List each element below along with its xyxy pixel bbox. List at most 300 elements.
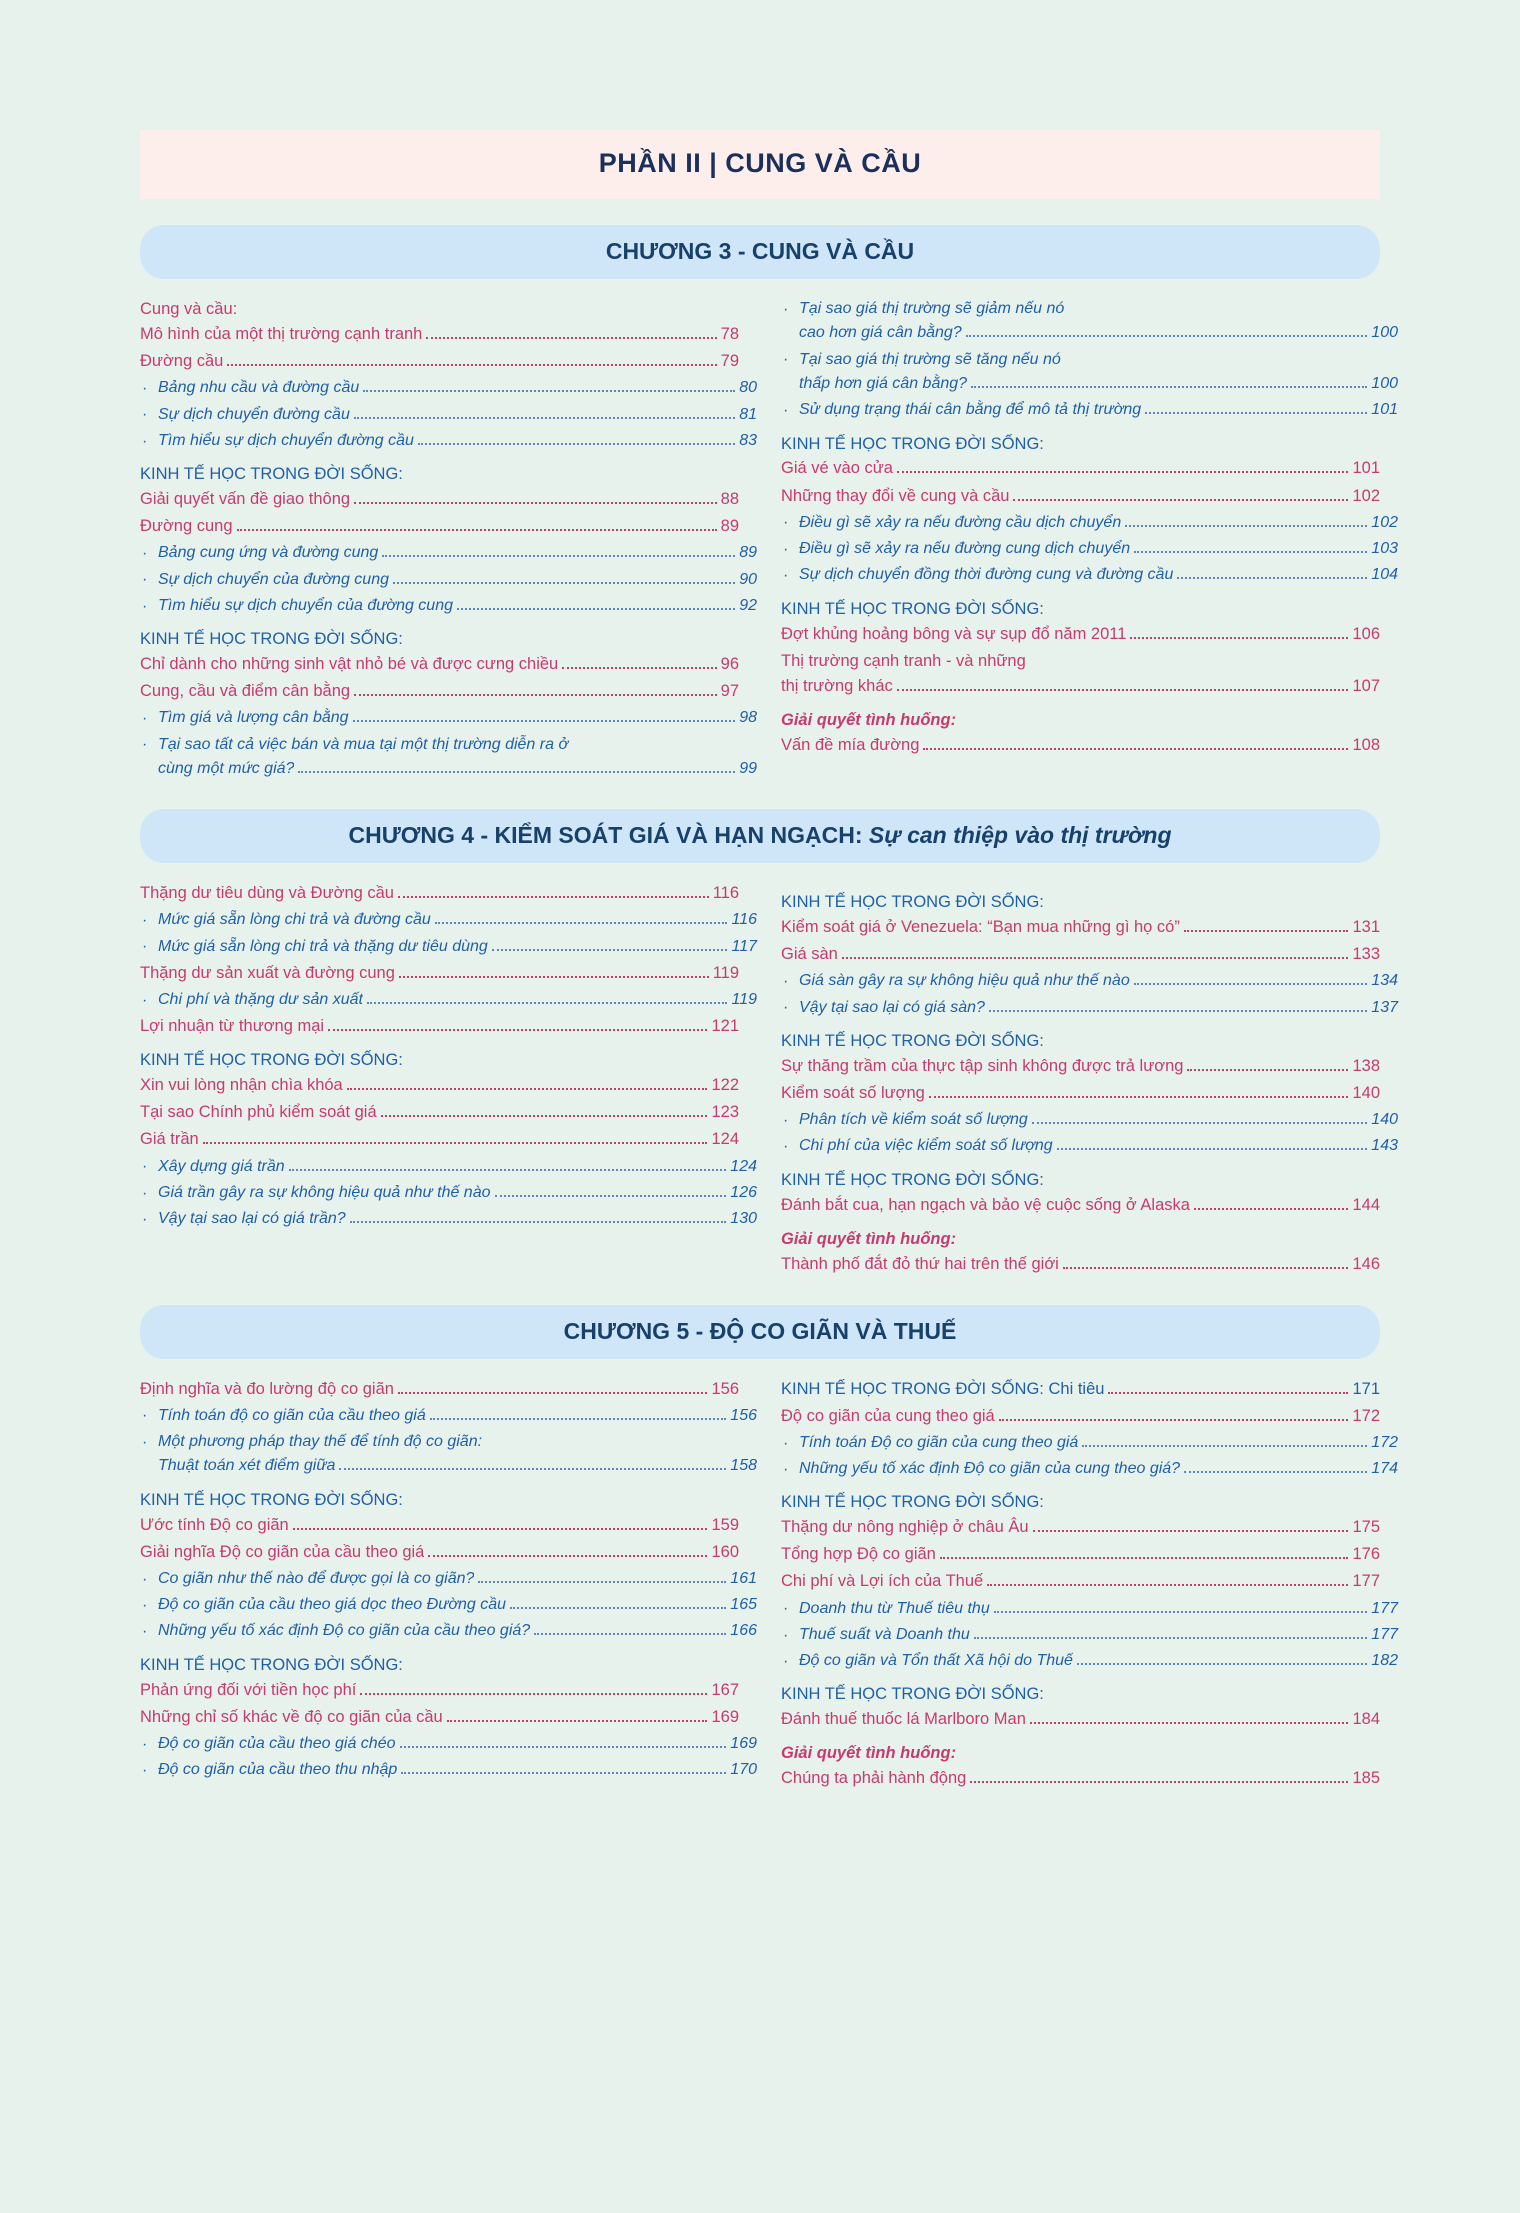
toc-page-number: 137 xyxy=(1371,998,1398,1016)
toc-column-left xyxy=(140,881,757,1278)
toc-entry[interactable] xyxy=(140,541,757,565)
section-kicker: KINH TẾ HỌC TRONG ĐỜI SỐNG: xyxy=(140,1490,403,1509)
toc-entry[interactable] xyxy=(140,594,757,618)
toc-page-number: 172 xyxy=(1352,1406,1380,1425)
toc-entry-group xyxy=(140,1758,757,1782)
chapter-columns xyxy=(140,1377,1398,1794)
toc-entry-group xyxy=(781,1108,1398,1132)
toc-leader-dots xyxy=(350,1220,727,1223)
toc-leader-dots xyxy=(398,1391,708,1394)
toc-entry[interactable] xyxy=(781,1515,1380,1540)
part-title: PHẦN II | CUNG VÀ CẦU xyxy=(598,148,922,178)
toc-entry-label: Sự dịch chuyển đường cầu xyxy=(158,405,350,423)
toc-entry[interactable] xyxy=(140,1454,757,1478)
toc-page-number: 80 xyxy=(739,379,757,397)
toc-page-number: 146 xyxy=(1352,1254,1380,1273)
toc-entry-label: thị trường khác xyxy=(781,676,893,695)
toc-page-number: 99 xyxy=(739,759,757,777)
toc-entry[interactable] xyxy=(781,1542,1380,1567)
bullet-icon: · xyxy=(783,1652,789,1670)
toc-page-number: 170 xyxy=(730,1761,757,1779)
toc-entry[interactable] xyxy=(781,1569,1380,1594)
toc-entry-label: Độ co giãn và Tổn thất Xã hội do Thuế xyxy=(799,1652,1073,1670)
toc-entry[interactable] xyxy=(781,1623,1398,1647)
toc-entry[interactable] xyxy=(781,915,1380,940)
toc-entry[interactable] xyxy=(781,511,1398,535)
toc-leader-dots xyxy=(203,1141,708,1144)
section-kicker: KINH TẾ HỌC TRONG ĐỜI SỐNG: xyxy=(781,1031,1044,1050)
toc-leader-dots xyxy=(1013,498,1348,501)
toc-entry-group xyxy=(140,988,757,1012)
toc-entry[interactable] xyxy=(781,1377,1380,1402)
toc-entry[interactable] xyxy=(140,487,739,512)
toc-entry[interactable] xyxy=(140,908,757,932)
toc-page-number: 177 xyxy=(1352,1572,1380,1591)
toc-entry[interactable] xyxy=(140,1567,757,1591)
toc-leader-dots xyxy=(1077,1662,1367,1665)
toc-page-number: 177 xyxy=(1371,1625,1398,1643)
toc-entry[interactable] xyxy=(140,988,757,1012)
toc-entry-label: Kiểm soát số lượng xyxy=(781,1083,925,1102)
toc-entry[interactable] xyxy=(140,1404,757,1428)
toc-entry-group xyxy=(140,1619,757,1643)
bullet-icon: · xyxy=(783,973,789,991)
toc-entry[interactable] xyxy=(781,1252,1380,1277)
toc-page-number: 119 xyxy=(712,963,739,982)
toc-entry[interactable] xyxy=(140,1100,739,1125)
toc-leader-dots xyxy=(999,1418,1349,1421)
bullet-icon: · xyxy=(142,1210,148,1228)
toc-page-number: 92 xyxy=(739,596,757,614)
section-kicker: KINH TẾ HỌC TRONG ĐỜI SỐNG: xyxy=(781,434,1044,453)
toc-entry[interactable] xyxy=(140,514,739,539)
toc-entry-group xyxy=(140,1127,739,1152)
toc-entry[interactable] xyxy=(140,403,757,427)
toc-entry-label: Điều gì sẽ xảy ra nếu đường cầu dịch chuyển xyxy=(799,513,1122,531)
toc-leader-dots xyxy=(381,1114,708,1117)
toc-entry-label: Giải quyết vấn đề giao thông xyxy=(140,490,351,509)
toc-column-left xyxy=(140,297,757,783)
toc-entry[interactable] xyxy=(140,1014,739,1039)
toc-entry-group xyxy=(781,1649,1398,1673)
toc-entry[interactable] xyxy=(140,1127,739,1152)
toc-leader-dots xyxy=(227,363,716,366)
toc-page-number: 90 xyxy=(739,570,757,588)
toc-heading-line: Cung và cầu: xyxy=(140,300,238,318)
toc-entry-group xyxy=(781,733,1380,758)
toc-entry-group xyxy=(781,1404,1380,1429)
toc-entry-group xyxy=(781,1134,1398,1158)
toc-entry-label: Chi phí của việc kiểm soát số lượng xyxy=(799,1137,1053,1155)
toc-page-number: 171 xyxy=(1352,1379,1380,1398)
toc-column-right xyxy=(781,881,1398,1278)
toc-entry[interactable] xyxy=(140,757,757,781)
toc-entry[interactable] xyxy=(140,429,757,453)
bullet-icon: · xyxy=(142,1570,148,1588)
toc-page-number: 165 xyxy=(730,1596,757,1614)
toc-entry-group xyxy=(140,594,757,618)
solve-case-kicker: Giải quyết tình huống: xyxy=(781,710,957,729)
toc-entry[interactable] xyxy=(781,1649,1398,1673)
toc-entry-label: Đường cung xyxy=(140,517,233,536)
bullet-icon: · xyxy=(783,1111,789,1129)
toc-page-number: 117 xyxy=(731,937,757,955)
toc-page-number: 89 xyxy=(739,544,757,562)
toc-leader-dots xyxy=(426,336,716,339)
toc-entry[interactable] xyxy=(140,1732,757,1756)
toc-entry-label: Cung, cầu và điểm cân bằng xyxy=(140,682,351,701)
toc-entry[interactable] xyxy=(781,1457,1398,1481)
bullet-icon: · xyxy=(783,1626,789,1644)
section-kicker: KINH TẾ HỌC TRONG ĐỜI SỐNG: xyxy=(140,1655,403,1674)
bullet-icon: · xyxy=(142,991,148,1009)
toc-entry-group xyxy=(140,1513,739,1538)
toc-entry-group xyxy=(781,1431,1398,1455)
toc-entry-label: Những thay đổi về cung và cầu xyxy=(781,486,1010,505)
toc-entry-label: Tìm hiểu sự dịch chuyển của đường cung xyxy=(158,596,453,614)
toc-entry-group xyxy=(140,652,739,677)
toc-entry-label: Đánh bắt cua, hạn ngạch và bảo vệ cuộc sống ở Alaska xyxy=(781,1195,1190,1214)
toc-entry-label: Giá trần xyxy=(140,1130,199,1149)
toc-page-number: 100 xyxy=(1371,324,1398,342)
toc-entry-line1: · Tại sao giá thị trường sẽ tăng nếu nó xyxy=(781,348,1380,372)
toc-entry-label: Thặng dư nông nghiệp ở châu Âu xyxy=(781,1518,1029,1537)
toc-entry-label: Giá sàn xyxy=(781,945,838,964)
toc-page-number: 101 xyxy=(1352,459,1380,478)
toc-entry-group xyxy=(781,1193,1380,1218)
toc-leader-dots xyxy=(428,1554,707,1557)
toc-page-number: 160 xyxy=(711,1542,739,1561)
toc-page-number: 124 xyxy=(711,1130,739,1149)
toc-entry-group xyxy=(140,1404,757,1428)
bullet-icon: · xyxy=(142,380,148,398)
toc-entry-group xyxy=(140,487,739,512)
toc-entry-label: Đường cầu xyxy=(140,352,224,371)
toc-entry-label: Độ co giãn của cầu theo giá chéo xyxy=(158,1734,396,1752)
chapter-columns xyxy=(140,297,1398,783)
toc-page-number: 83 xyxy=(739,431,757,449)
toc-leader-dots xyxy=(457,607,735,610)
toc-leader-dots xyxy=(399,975,709,978)
toc-leader-dots xyxy=(971,385,1367,388)
toc-column-left xyxy=(140,1377,757,1794)
bullet-icon: · xyxy=(783,351,789,369)
toc-entry-label: Tại sao Chính phủ kiểm soát giá xyxy=(140,1103,377,1122)
toc-page-number: 140 xyxy=(1371,1110,1398,1128)
toc-entry[interactable] xyxy=(140,349,739,374)
toc-entry-label: Giải nghĩa Độ co giãn của cầu theo giá xyxy=(140,1542,425,1561)
toc-page-number: 130 xyxy=(730,1210,757,1228)
toc-leader-dots xyxy=(478,1580,726,1583)
toc-entry[interactable] xyxy=(140,706,757,730)
toc-entry-label: Sự thăng trầm của thực tập sinh không được trả lương xyxy=(781,1056,1184,1075)
bullet-icon: · xyxy=(783,567,789,585)
toc-entry-group xyxy=(140,1705,739,1730)
toc-entry-group xyxy=(781,563,1398,587)
bullet-icon: · xyxy=(142,432,148,450)
toc-entry[interactable] xyxy=(781,321,1398,345)
toc-entry-label: Mức giá sẵn lòng chi trả và đường cầu xyxy=(158,911,431,929)
toc-leader-dots xyxy=(940,1556,1349,1559)
bullet-icon: · xyxy=(783,514,789,532)
toc-entry-label: Đánh thuế thuốc lá Marlboro Man xyxy=(781,1710,1026,1729)
bullet-icon: · xyxy=(142,912,148,930)
toc-page-number: 116 xyxy=(731,911,757,929)
toc-page-number: 158 xyxy=(730,1457,757,1475)
toc-entry-group xyxy=(781,1542,1380,1567)
section-kicker: KINH TẾ HỌC TRONG ĐỜI SỐNG: xyxy=(140,630,403,649)
toc-page-number: 98 xyxy=(739,709,757,727)
toc-entry[interactable] xyxy=(781,1597,1398,1621)
bullet-icon: · xyxy=(142,1761,148,1779)
toc-entry-label: Sự dịch chuyển đồng thời đường cung và đường cầu xyxy=(799,566,1174,584)
toc-entry-group xyxy=(140,733,757,782)
toc-leader-dots xyxy=(929,1095,1349,1098)
toc-leader-dots xyxy=(354,693,717,696)
toc-leader-dots xyxy=(510,1606,726,1609)
toc-entry-label: Những chỉ số khác về độ co giãn của cầu xyxy=(140,1707,443,1726)
toc-entry[interactable] xyxy=(781,969,1398,993)
toc-entry-line1: · Tại sao tất cả việc bán và mua tại một thị trường diễn ra ở xyxy=(140,733,739,757)
toc-leader-dots xyxy=(418,442,735,445)
toc-entry-group xyxy=(781,348,1398,397)
toc-entry-group xyxy=(140,1377,739,1402)
toc-page-number: 169 xyxy=(730,1734,757,1752)
toc-entry-label: Sự dịch chuyển của đường cung xyxy=(158,570,389,588)
toc-entry[interactable] xyxy=(781,398,1398,422)
toc-entry[interactable] xyxy=(781,1134,1398,1158)
toc-entry[interactable] xyxy=(781,537,1398,561)
toc-entry-group xyxy=(140,403,757,427)
toc-entry[interactable] xyxy=(781,484,1380,509)
toc-page-number: 88 xyxy=(720,490,739,509)
toc-entry-group xyxy=(140,322,739,347)
toc-entry-group xyxy=(140,1567,757,1591)
toc-entry[interactable] xyxy=(140,652,739,677)
toc-entry[interactable] xyxy=(781,733,1380,758)
toc-entry-label: Phản ứng đối với tiền học phí xyxy=(140,1680,357,1699)
toc-entry-label: Giá trần gây ra sự không hiệu quả như thế nào xyxy=(158,1183,491,1201)
toc-entry-label: Tổng hợp Độ co giãn xyxy=(781,1545,936,1564)
toc-leader-dots xyxy=(401,1771,726,1774)
section-kicker: KINH TẾ HỌC TRONG ĐỜI SỐNG: xyxy=(781,1170,1044,1189)
toc-page-number: 79 xyxy=(720,352,739,371)
toc-entry-group xyxy=(781,1597,1398,1621)
toc-entry-group xyxy=(140,568,757,592)
toc-entry-group xyxy=(781,1457,1398,1481)
toc-entry-line1: · Tại sao giá thị trường sẽ giảm nếu nó xyxy=(781,297,1380,321)
toc-entry-label: Thuế suất và Doanh thu xyxy=(799,1625,970,1643)
toc-entry[interactable] xyxy=(781,1193,1380,1218)
toc-page-number: 169 xyxy=(711,1707,739,1726)
toc-page-number: 104 xyxy=(1371,566,1398,584)
bullet-icon: · xyxy=(142,1623,148,1641)
toc-leader-dots xyxy=(966,334,1368,337)
toc-entry-group xyxy=(140,935,757,959)
toc-entry-group xyxy=(781,1081,1380,1106)
toc-leader-dots xyxy=(400,1745,727,1748)
chapter-title: CHƯƠNG 5 - ĐỘ CO GIÃN VÀ THUẾ xyxy=(563,1317,957,1344)
toc-leader-dots xyxy=(367,1001,728,1004)
toc-entry[interactable] xyxy=(140,1593,757,1617)
toc-page-number: 133 xyxy=(1352,945,1380,964)
toc-entry-group xyxy=(781,297,1398,346)
toc-page-number: 116 xyxy=(712,884,739,903)
toc-entry[interactable] xyxy=(140,322,739,347)
toc-entry-label: Bảng nhu cầu và đường cầu xyxy=(158,379,360,397)
toc-entry[interactable] xyxy=(140,376,757,400)
toc-leader-dots xyxy=(435,921,728,924)
toc-page-number: 122 xyxy=(711,1076,739,1095)
toc-leader-dots xyxy=(1134,982,1368,985)
toc-entry-label: Tính toán độ co giãn của cầu theo giá xyxy=(158,1406,426,1424)
bullet-icon: · xyxy=(142,545,148,563)
chapters-container xyxy=(140,225,1398,1793)
toc-page-number: 182 xyxy=(1371,1652,1398,1670)
toc-entry[interactable] xyxy=(140,1678,739,1703)
toc-page-number: 172 xyxy=(1371,1433,1398,1451)
toc-entry[interactable] xyxy=(781,674,1380,699)
toc-entry[interactable] xyxy=(140,1181,757,1205)
toc-entry[interactable] xyxy=(140,679,739,704)
toc-entry[interactable] xyxy=(781,1766,1380,1791)
toc-entry[interactable] xyxy=(140,881,739,906)
toc-entry-group xyxy=(781,1515,1380,1540)
toc-leader-dots xyxy=(923,747,1348,750)
toc-entry[interactable] xyxy=(781,1431,1398,1455)
toc-entry[interactable] xyxy=(140,1540,739,1565)
toc-entry[interactable] xyxy=(140,1073,739,1098)
toc-entry[interactable] xyxy=(140,568,757,592)
chapter-columns xyxy=(140,881,1398,1278)
toc-leader-dots xyxy=(534,1632,726,1635)
chapter-banner-3 xyxy=(140,225,1380,279)
bullet-icon: · xyxy=(783,540,789,558)
toc-page-number: 102 xyxy=(1371,513,1398,531)
toc-entry-label: Doanh thu từ Thuế tiêu thụ xyxy=(799,1599,990,1617)
toc-page-number: 140 xyxy=(1352,1083,1380,1102)
toc-entry[interactable] xyxy=(140,935,757,959)
toc-entry-group xyxy=(781,511,1398,535)
toc-entry-group xyxy=(140,961,739,986)
bullet-icon: · xyxy=(142,1596,148,1614)
bullet-icon: · xyxy=(142,1158,148,1176)
toc-leader-dots xyxy=(842,956,1349,959)
toc-entry[interactable] xyxy=(140,1758,757,1782)
toc-page-number: 103 xyxy=(1371,539,1398,557)
toc-leader-dots xyxy=(897,688,1349,691)
toc-entry[interactable] xyxy=(781,1108,1398,1132)
toc-entry-label: KINH TẾ HỌC TRONG ĐỜI SỐNG: Chi tiêu xyxy=(781,1379,1105,1398)
toc-leader-dots xyxy=(354,416,735,419)
toc-page-number: 96 xyxy=(720,655,739,674)
toc-entry-label: Giá vé vào cửa xyxy=(781,459,893,478)
bullet-icon: · xyxy=(142,1433,148,1451)
toc-leader-dots xyxy=(994,1610,1368,1613)
toc-page-number: 176 xyxy=(1352,1545,1380,1564)
toc-entry-group xyxy=(781,1707,1380,1732)
toc-entry-label: thấp hơn giá cân bằng? xyxy=(799,374,968,392)
toc-entry-label: Chúng ta phải hành động xyxy=(781,1769,967,1788)
toc-entry[interactable] xyxy=(140,1207,757,1231)
toc-leader-dots xyxy=(1130,636,1348,639)
toc-page-number: 121 xyxy=(711,1017,739,1036)
toc-leader-dots xyxy=(289,1168,727,1171)
section-kicker: KINH TẾ HỌC TRONG ĐỜI SỐNG: xyxy=(781,893,1044,912)
toc-entry[interactable] xyxy=(781,942,1380,967)
chapter-banner-5 xyxy=(140,1305,1380,1359)
toc-entry-group xyxy=(140,908,757,932)
toc-entry-label: Định nghĩa và đo lường độ co giãn xyxy=(140,1379,394,1398)
toc-entry[interactable] xyxy=(781,563,1398,587)
toc-entry-label: Mức giá sẵn lòng chi trả và thặng dư tiêu dùng xyxy=(158,937,488,955)
toc-entry[interactable] xyxy=(781,1054,1380,1079)
toc-page-number: 159 xyxy=(711,1515,739,1534)
solve-case-kicker: Giải quyết tình huống: xyxy=(781,1744,957,1763)
toc-entry-group xyxy=(140,1181,757,1205)
toc-entry[interactable] xyxy=(140,1513,739,1538)
toc-page-number: 101 xyxy=(1371,401,1398,419)
toc-entry-group xyxy=(140,1678,739,1703)
toc-leader-dots xyxy=(987,1583,1348,1586)
toc-entry-group xyxy=(140,1073,739,1098)
toc-entry[interactable] xyxy=(140,1155,757,1179)
toc-entry[interactable] xyxy=(781,1081,1380,1106)
toc-entry-label: Chi phí và Lợi ích của Thuế xyxy=(781,1572,984,1591)
section-kicker: KINH TẾ HỌC TRONG ĐỜI SỐNG: xyxy=(781,599,1044,618)
toc-entry[interactable] xyxy=(781,1707,1380,1732)
toc-entry[interactable] xyxy=(140,1619,757,1643)
toc-entry[interactable] xyxy=(140,1705,739,1730)
toc-entry-label: Vấn đề mía đường xyxy=(781,735,920,754)
toc-entry[interactable] xyxy=(140,961,739,986)
toc-page-number: 138 xyxy=(1352,1056,1380,1075)
toc-page-number: 124 xyxy=(730,1157,757,1175)
toc-page-number: 78 xyxy=(720,325,739,344)
toc-entry[interactable] xyxy=(781,996,1398,1020)
toc-entry-label: Tìm hiểu sự dịch chuyển đường cầu xyxy=(158,431,414,449)
toc-entry[interactable] xyxy=(781,622,1380,647)
toc-entry-label: Mô hình của một thị trường cạnh tranh xyxy=(140,325,423,344)
toc-page-number: 97 xyxy=(720,682,739,701)
toc-page-number: 134 xyxy=(1371,972,1398,990)
toc-column-right xyxy=(781,1377,1398,1794)
toc-entry-group xyxy=(140,349,739,374)
toc-page-number: 119 xyxy=(731,990,757,1008)
toc-leader-dots xyxy=(974,1636,1368,1639)
toc-page-number: 167 xyxy=(711,1680,739,1699)
toc-entry-group xyxy=(781,1377,1380,1402)
toc-entry-group xyxy=(140,541,757,565)
toc-page-number: 89 xyxy=(720,517,739,536)
toc-leader-dots xyxy=(1082,1444,1367,1447)
toc-entry-label: Thặng dư sản xuất và đường cung xyxy=(140,963,395,982)
toc-entry-label: Những yếu tố xác định Độ co giãn của cung theo giá? xyxy=(799,1460,1181,1478)
toc-leader-dots xyxy=(298,770,735,773)
toc-entry-label: Những yếu tố xác định Độ co giãn của cầu theo giá? xyxy=(158,1622,531,1640)
section-kicker: KINH TẾ HỌC TRONG ĐỜI SỐNG: xyxy=(140,465,403,484)
toc-entry[interactable] xyxy=(781,372,1398,396)
toc-leader-dots xyxy=(447,1719,708,1722)
toc-page-number: 131 xyxy=(1352,918,1380,937)
toc-entry[interactable] xyxy=(781,456,1380,481)
toc-entry-line1: · Một phương pháp thay thế để tính độ co giãn: xyxy=(140,1430,739,1454)
toc-entry[interactable] xyxy=(140,1377,739,1402)
toc-entry[interactable] xyxy=(781,1404,1380,1429)
chapter-banner-4 xyxy=(140,809,1380,863)
toc-entry-group xyxy=(781,915,1380,940)
toc-entry-label: Tìm giá và lượng cân bằng xyxy=(158,709,349,727)
